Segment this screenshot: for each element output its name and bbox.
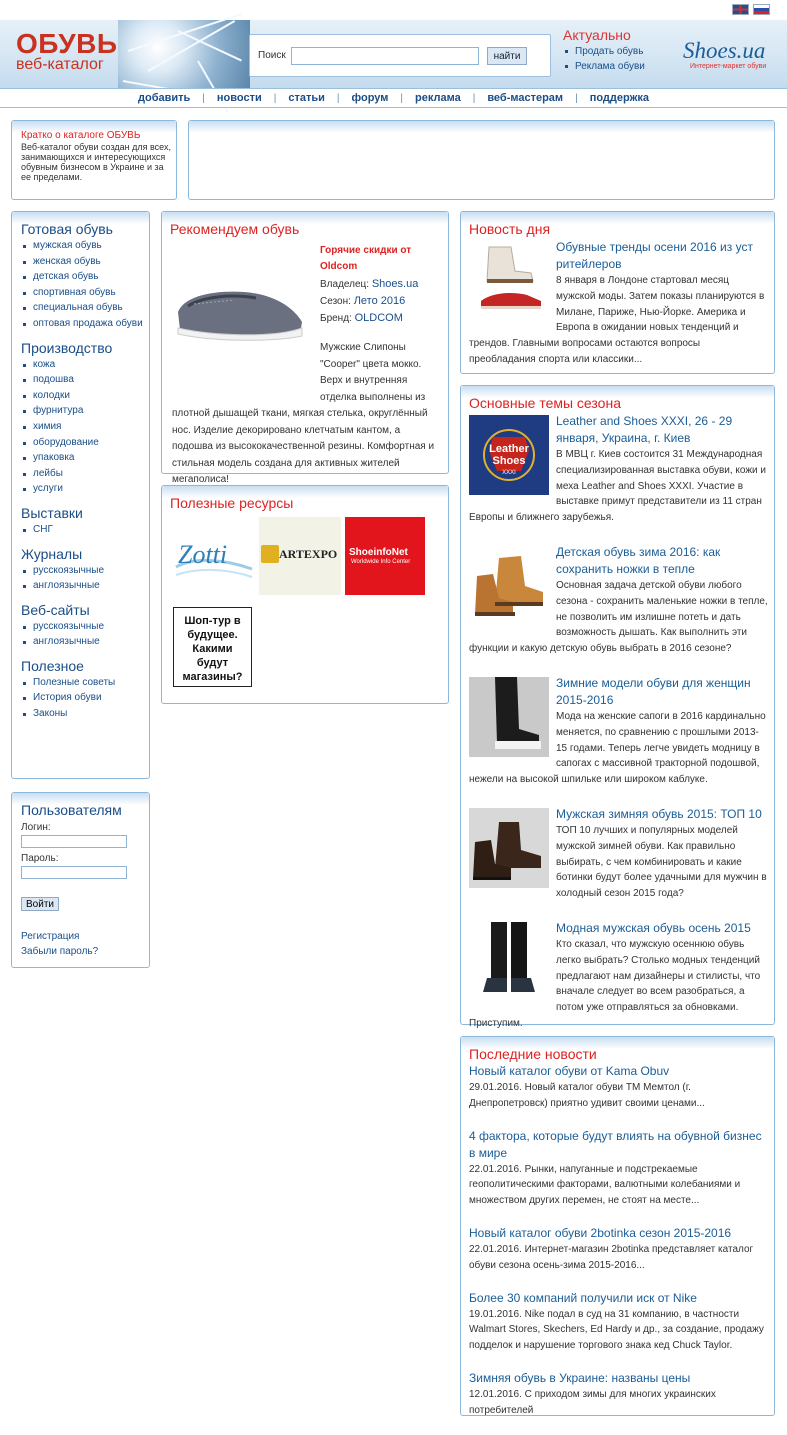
season-topic-image[interactable] [469, 677, 549, 757]
nav-articles[interactable]: статьи [288, 92, 325, 104]
season-topic-text: ТОП 10 лучших и популярных моделей мужской зимней обуви. Как правильно выбирать, с чем комбинировать и какие ботинки будут более удачными для мужчин в холодный сезон 2015 года? [556, 824, 767, 900]
season-topic-headline[interactable]: Мужская зимняя обувь 2015: ТОП 10 [556, 806, 762, 821]
sidebar-item[interactable]: Законы [21, 706, 147, 722]
latest-news-headline[interactable]: Новый каталог обуви 2botinka сезон 2015-2016 [469, 1225, 732, 1240]
news-day-content [469, 239, 769, 368]
sidebar-item[interactable]: упаковка [21, 450, 147, 466]
latest-news-item [469, 1225, 769, 1274]
site-logo-title[interactable]: ОБУВЬ [16, 28, 118, 59]
search-label: Поиск [258, 50, 286, 61]
sidebar-item[interactable]: русскоязычные [21, 563, 147, 579]
latest-news-headline[interactable]: Новый каталог обуви от Kama Obuv [469, 1064, 670, 1078]
season-topics-box [460, 385, 775, 1029]
sidebar-item[interactable]: лейбы [21, 466, 147, 482]
sidebar-list [21, 522, 147, 538]
sidebar-item[interactable]: детская обувь [21, 269, 147, 285]
latest-news-headline[interactable]: Зимняя обувь в Украине: названы цены [469, 1370, 691, 1385]
latest-news-text: 19.01.2016. Nike подал в суд на 31 компанию, в частности Walmart Stores, Skechers, Ed Hardy и др., за создание, продажу подделок и нарушение торгового знака кед Chuck Taylor. [469, 1308, 764, 1352]
season-topic-text: В МВЦ г. Киев состоится 31 Международная специализированная выставка обуви, кожи и меха Leather and Shoes XXXI. Участие в выставке примут представители из 11 стран Европы и ближнего зарубежья. [469, 449, 767, 524]
sidebar-item[interactable]: подошва [21, 372, 147, 388]
catalog-sidebar [11, 211, 150, 779]
sidebar-item[interactable]: англоязычные [21, 634, 147, 650]
sidebar-item[interactable]: мужская обувь [21, 238, 147, 254]
sidebar-heading: Выставки [21, 504, 83, 521]
sidebar-list [21, 675, 147, 722]
season-topic-item [469, 675, 769, 788]
sidebar-item[interactable]: История обуви [21, 690, 147, 706]
sidebar-list [21, 357, 147, 497]
season-link[interactable]: Лето 2016 [353, 295, 406, 307]
users-title: Пользователям [21, 802, 122, 818]
sidebar-heading: Готовая обувь [21, 221, 113, 237]
sidebar-list [21, 563, 147, 594]
password-label: Пароль: [21, 853, 59, 864]
sidebar-item[interactable]: услуги [21, 481, 147, 497]
product-description: Мужские Слипоны "Cooper" цвета мокко. Верх и внутренняя отделка выполнены из плотной дышащей ткани, мягкая стелька, округлённый нос. Изделие декорировано клетчатым кантом, а подошва из высококачественной резины. Комфортная и стильная модель создана для активных жителей мегаполиса! [172, 342, 435, 485]
banner-box [188, 120, 775, 200]
site-logo-subtitle[interactable]: веб-каталог [16, 56, 104, 73]
search-button[interactable]: найти [487, 47, 527, 65]
season-topic-image[interactable]: Leather Shoes XXXI [469, 415, 549, 495]
season-topic-headline[interactable]: Детская обувь зима 2016: как сохранить ножки в тепле [556, 544, 721, 576]
season-label: Сезон: [320, 296, 351, 307]
season-topic-headline[interactable]: Leather and Shoes XXXI, 26 - 29 января, Украина, г. Киев [556, 414, 733, 445]
news-day-text: 8 января в Лондоне стартовал месяц мужской моды. Затем показы планируются в Милане, Париже, Нью-Йорке. Америка и Европа в ожидании новых тенденций и трендов. Главными вопросами остаются вопросы преобладания спорта или классики... [469, 275, 765, 365]
latest-news-item [469, 1063, 769, 1112]
season-title: Основные темы сезона [469, 395, 621, 411]
season-topic-headline[interactable]: Зимние модели обуви для женщин 2015-2016 [556, 675, 751, 707]
latest-news-item [469, 1370, 769, 1419]
actual-list [563, 44, 645, 74]
nav-forum[interactable]: форум [351, 92, 389, 104]
about-box [11, 120, 177, 200]
product-title[interactable]: Горячие скидки от Oldcom [320, 245, 412, 272]
nav-news[interactable]: новости [216, 92, 262, 104]
news-day-headline[interactable]: Обувные тренды осени 2016 из уст ритейлеров [556, 240, 753, 271]
sidebar-item[interactable]: оптовая продажа обуви [21, 316, 147, 332]
snowy-branch-image [118, 20, 250, 88]
sidebar-item[interactable]: колодки [21, 388, 147, 404]
shop-tour-banner[interactable]: Шоп-тур в будущее. Какими будут магазины? [173, 607, 252, 687]
brand-label: Бренд: [320, 313, 352, 324]
login-button[interactable]: Войти [21, 897, 59, 911]
forgot-password-link[interactable]: Забыли пароль? [21, 946, 99, 957]
sidebar-heading: Журналы [21, 545, 83, 562]
season-topic-item [469, 544, 769, 657]
latest-news-text: 29.01.2016. Новый каталог обуви ТМ Мемтол (г. Днепропетровск) приятно удивит своими ценами... [469, 1082, 705, 1109]
header [0, 0, 787, 108]
latest-news-headline[interactable]: 4 фактора, которые будут влиять на обувной бизнес в мире [469, 1128, 762, 1160]
login-label: Логин: [21, 822, 51, 833]
about-title: Кратко о каталоге ОБУВЬ [21, 130, 141, 141]
slip-on-shoe-image[interactable] [174, 282, 306, 344]
useful-resources-box [161, 485, 449, 704]
about-text: Веб-каталог обуви создан для всех, занимающихся и интересующихся обувным бизнесом в Украине и за ее пределами. [21, 142, 171, 182]
brand-link[interactable]: OLDCOM [354, 312, 403, 324]
season-topic-image[interactable] [469, 808, 549, 888]
owner-label: Владелец: [320, 279, 370, 290]
sidebar-heading: Веб-сайты [21, 601, 90, 618]
season-topic-image[interactable] [469, 922, 549, 1002]
season-topic-item [469, 920, 769, 1032]
shoes-ua-tagline: Интернет-маркет обуви [690, 63, 767, 70]
shoeinfonet-logo[interactable]: ShoeinfoNet Worldwide Info Center [345, 517, 425, 595]
season-topic-text: Мода на женские сапоги в 2016 кардинально меняется, по сравнению с прошлыми 2013-15 годами. Теперь легче увидеть модницу в сапогах с массивной тракторной подошвой, нежели на высокой шпильке или широком каблуке. [469, 710, 766, 786]
nav-ads[interactable]: реклама [415, 92, 461, 104]
owner-link[interactable]: Shoes.ua [371, 278, 419, 290]
sidebar-item[interactable]: химия [21, 419, 147, 435]
season-topic-headline[interactable]: Модная мужская обувь осень 2015 [556, 920, 751, 935]
svg-text:Zotti: Zotti [178, 540, 228, 569]
recommended-shoe-box [161, 211, 449, 485]
actual-link-sell[interactable]: Продать обувь [563, 44, 645, 59]
main-nav: добавить | новости | статьи | форум | реклама | веб-мастерам | поддержка [0, 88, 787, 108]
sidebar-item[interactable]: женская обувь [21, 254, 147, 270]
sidebar-heading: Производство [21, 339, 113, 356]
sidebar-item[interactable]: англоязычные [21, 578, 147, 594]
latest-news-headline[interactable]: Более 30 компаний получили иск от Nike [469, 1290, 697, 1305]
sidebar-item[interactable]: Полезные советы [21, 675, 147, 691]
sidebar-item[interactable]: СНГ [21, 522, 147, 538]
latest-news-item [469, 1290, 769, 1354]
resources-title: Полезные ресурсы [170, 495, 294, 511]
sidebar-list [21, 619, 147, 650]
sidebar-list [21, 238, 147, 332]
password-input[interactable] [21, 866, 127, 879]
russian-flag-icon[interactable] [753, 4, 770, 15]
season-topic-item [469, 806, 769, 902]
language-switcher [732, 4, 770, 15]
register-link[interactable]: Регистрация [21, 931, 80, 942]
english-flag-icon[interactable] [732, 4, 749, 15]
latest-news-text: 22.01.2016. Интернет-магазин 2botinka представляет каталог обуви сезона осень-зима 2015-2016... [469, 1243, 754, 1271]
recommend-title: Рекомендуем обувь [170, 221, 300, 237]
nav-add[interactable]: добавить [138, 92, 191, 104]
users-box [11, 792, 150, 968]
news-day-title: Новость дня [469, 221, 551, 237]
season-topic-item [469, 413, 769, 526]
sidebar-item[interactable]: фурнитура [21, 403, 147, 419]
sidebar-item[interactable]: русскоязычные [21, 619, 147, 635]
search-form [249, 34, 551, 77]
sidebar-item[interactable]: кожа [21, 357, 147, 373]
latest-news-item [469, 1128, 769, 1209]
sidebar-item[interactable]: специальная обувь [21, 300, 147, 316]
season-topic-text: Основная задача детской обуви любого сезона - сохранить маленькие ножки в тепле, не позволить им излишне потеть и дать возможность дышать. Как выполнить эти функции и какую детскую обувь выбрать в 2016 сезоне? [469, 579, 768, 655]
nav-webmasters[interactable]: веб-мастерам [487, 92, 564, 104]
latest-news-box [460, 1036, 775, 1416]
actual-link-ads[interactable]: Реклама обуви [563, 59, 645, 74]
artexpo-logo[interactable]: ARTEXPO [259, 517, 341, 595]
news-of-day-box [460, 211, 775, 374]
season-topic-image[interactable] [469, 546, 549, 626]
sidebar-item[interactable]: оборудование [21, 435, 147, 451]
latest-news-text: 12.01.2016. С приходом зимы для многих украинских потребителей [469, 1388, 716, 1416]
shoes-ua-logo[interactable]: Shoes.ua [683, 38, 766, 63]
actual-title: Актуально [563, 27, 631, 43]
latest-title: Последние новости [469, 1046, 597, 1062]
login-input[interactable] [21, 835, 127, 848]
latest-news-text: 22.01.2016. Рынки, напуганные и подстрекаемые геополитическими факторами, валютными колебаниями и множеством других перемен, не стоят на месте... [469, 1163, 741, 1207]
sidebar-heading: Полезное [21, 657, 84, 674]
season-topic-text: Кто сказал, что мужскую осеннюю обувь легко выбрать? Столько модных тенденций предлагают нам дизайнеры и стилисты, что вначале следует во всем разобраться, а потом уже отправляться за обновками. Приступим. [469, 938, 761, 1029]
search-input[interactable] [291, 47, 479, 65]
zotti-logo[interactable] [174, 517, 254, 595]
nav-support[interactable]: поддержка [589, 92, 649, 104]
sidebar-item[interactable]: спортивная обувь [21, 285, 147, 301]
